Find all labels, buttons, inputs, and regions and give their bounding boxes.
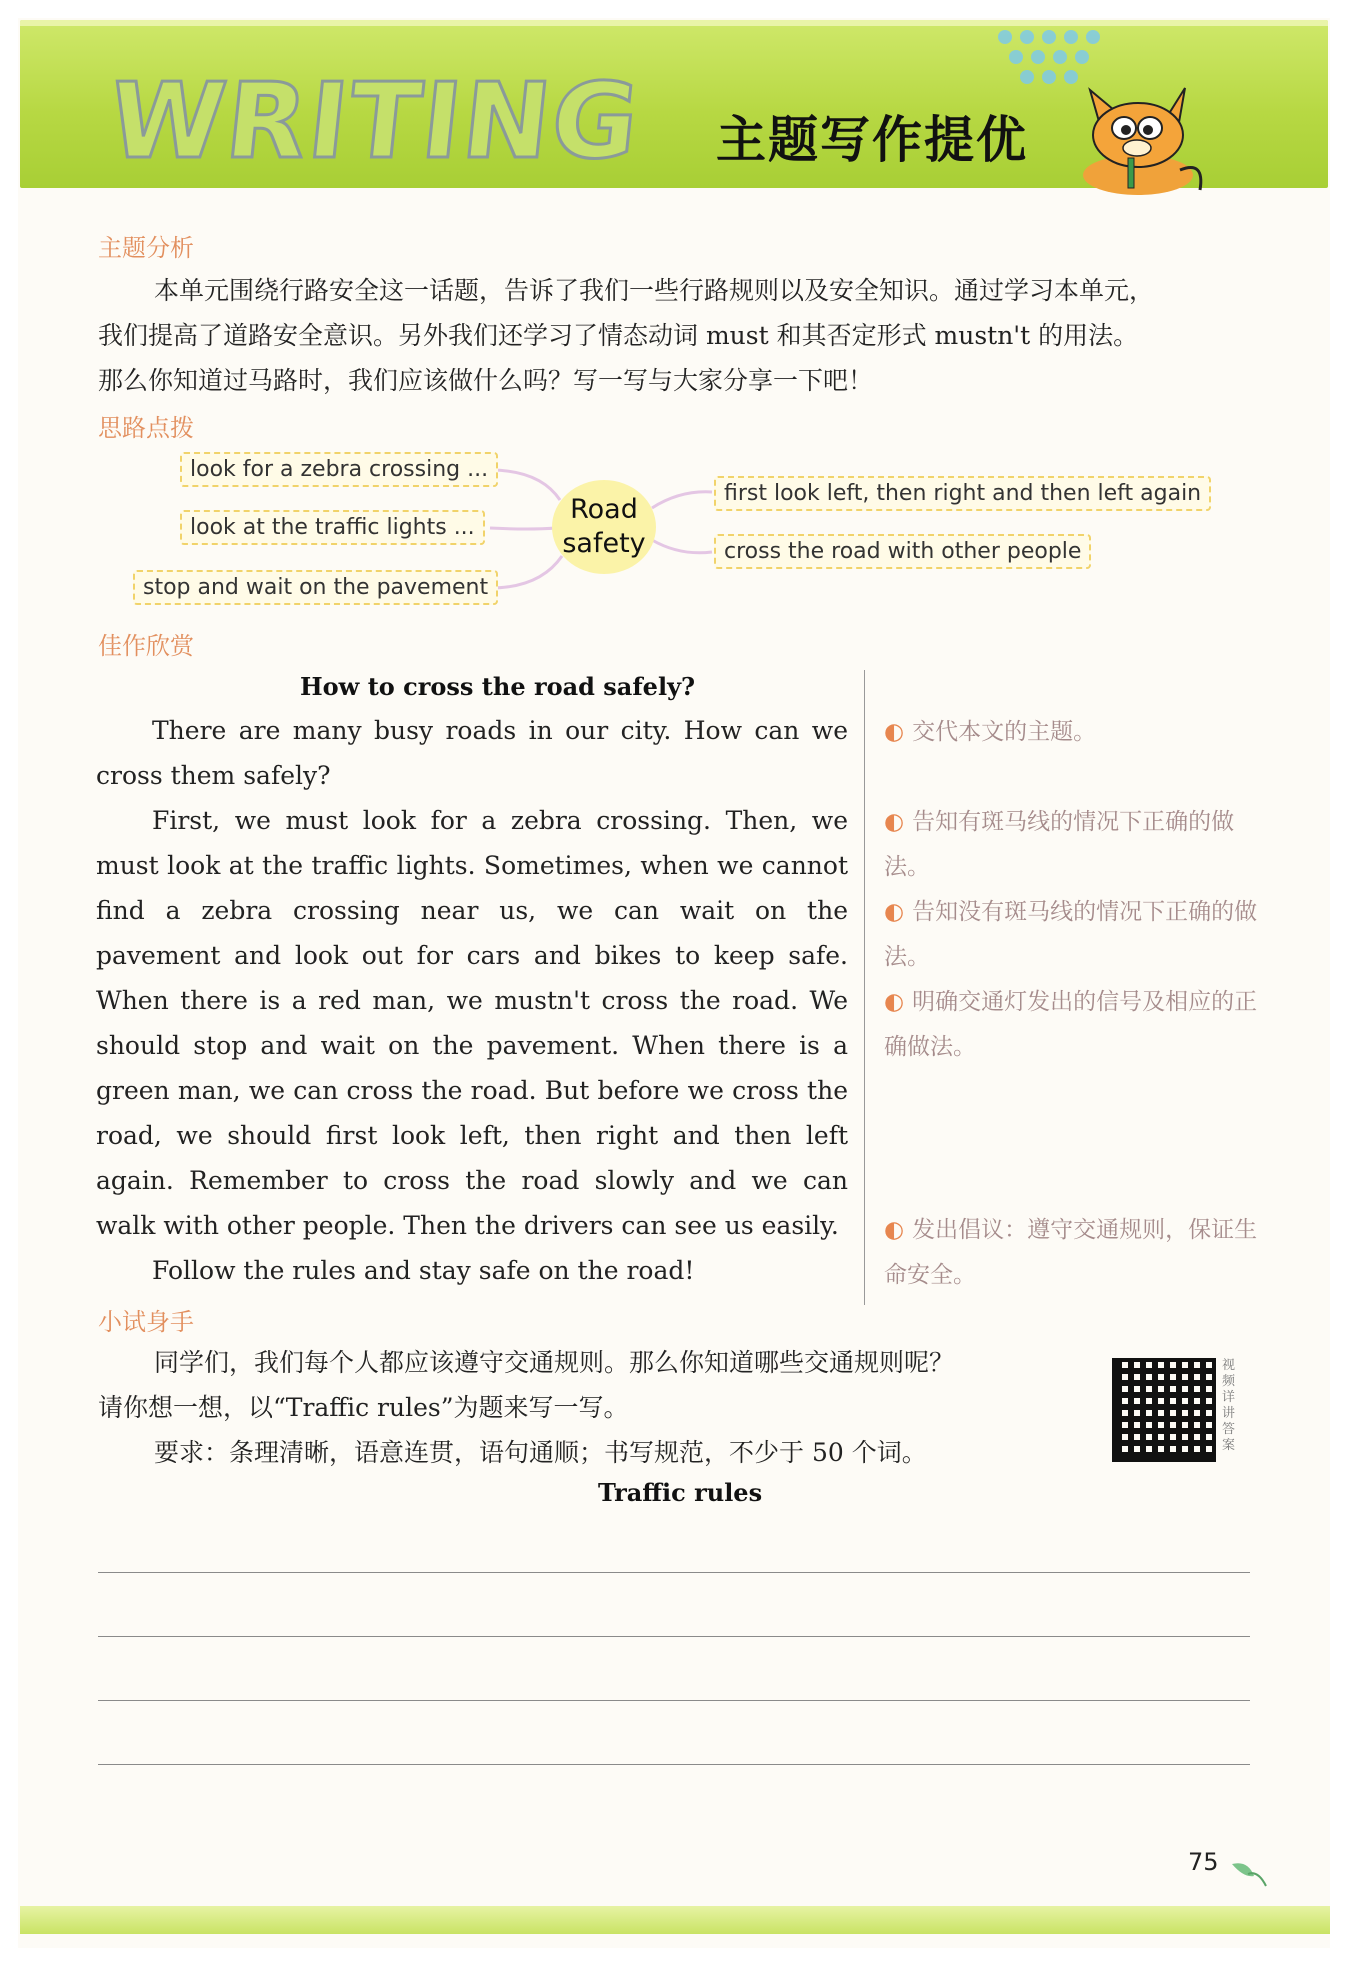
header-stripe — [20, 20, 1328, 26]
qr-code[interactable] — [1112, 1358, 1216, 1462]
section-label-ideas: 思路点拨 — [98, 414, 194, 442]
practice-line: 请你想一想，以“Traffic rules”为题来写一写。 — [98, 1393, 629, 1422]
mindmap-branch: cross the road with other people — [714, 534, 1091, 569]
note-text: 告知没有斑马线的情况下正确的做法。 — [884, 899, 1258, 970]
section-label-analysis: 主题分析 — [98, 234, 194, 262]
note-marker-icon: ◐ — [884, 989, 905, 1015]
note-text: 告知有斑马线的情况下正确的做法。 — [884, 809, 1235, 880]
note-marker-icon: ◐ — [884, 1217, 905, 1243]
mindmap-center — [552, 480, 656, 574]
page-number: 75 — [1188, 1848, 1219, 1876]
note-text: 明确交通灯发出的信号及相应的正确做法。 — [884, 989, 1258, 1060]
essay-paragraph: Follow the rules and stay safe on the road! — [152, 1256, 695, 1285]
mindmap-branch: stop and wait on the pavement — [133, 570, 498, 605]
mindmap-branch: look at the traffic lights ... — [180, 510, 485, 545]
bottom-band — [20, 1906, 1330, 1934]
essay-paragraph: First, we must look for a zebra crossing. Then, we must look at the traffic lights. Sometimes, when we cannot find a zebra crossing near us, we can wait on the pavement and look out for cars and bikes to keep safe. When there is a red man, we mustn't cross the road. We should stop and wait on the pavement. When there is a green man, we can cross the road. But before we cross the road, we should first look left, then right and then left again. Remember to cross the road slowly and we can walk with other people. Then the drivers can see us easily. — [96, 806, 848, 1240]
column-divider — [864, 670, 865, 1305]
note-text: 发出倡议：遵守交通规则，保证生命安全。 — [884, 1217, 1258, 1288]
qr-label: 视频详讲答案 — [1222, 1358, 1236, 1453]
mindmap-center-line: Road — [570, 494, 638, 525]
note-text: 交代本文的主题。 — [912, 719, 1097, 745]
analysis-paragraph — [98, 268, 1258, 403]
practice-title: Traffic rules — [598, 1478, 763, 1507]
writing-line[interactable] — [98, 1700, 1250, 1701]
note-marker-icon: ◐ — [884, 899, 905, 925]
margin-note — [884, 710, 1264, 755]
margin-note — [884, 890, 1264, 980]
leaf-decoration-icon — [1228, 1856, 1268, 1890]
writing-banner-word: WRITING — [103, 60, 646, 182]
writing-line[interactable] — [98, 1572, 1250, 1573]
mindmap-branch: look for a zebra crossing ... — [180, 452, 498, 487]
essay-body — [96, 708, 848, 1293]
essay-paragraph: There are many busy roads in our city. How can we cross them safely? — [96, 716, 848, 790]
margin-note — [884, 1208, 1264, 1298]
analysis-line: 我们提高了道路安全意识。另外我们还学习了情态动词 must 和其否定形式 mustn't 的用法。 — [98, 321, 1139, 350]
writing-line[interactable] — [98, 1764, 1250, 1765]
writing-line[interactable] — [98, 1636, 1250, 1637]
section-label-model: 佳作欣赏 — [98, 632, 194, 660]
note-marker-icon: ◐ — [884, 809, 905, 835]
mindmap-center-line: safety — [562, 528, 646, 559]
cat-mascot-icon — [1060, 80, 1210, 200]
section-label-practice: 小试身手 — [98, 1308, 194, 1336]
practice-line: 要求：条理清晰，语意连贯，语句通顺；书写规范，不少于 50 个词。 — [154, 1438, 927, 1467]
practice-instructions — [98, 1340, 1058, 1475]
essay-title: How to cross the road safely? — [300, 672, 696, 701]
practice-line: 同学们，我们每个人都应该遵守交通规则。那么你知道哪些交通规则呢？ — [154, 1348, 955, 1377]
analysis-line: 本单元围绕行路安全这一话题，告诉了我们一些行路规则以及安全知识。通过学习本单元， — [154, 276, 1155, 305]
mindmap-branch: first look left, then right and then left again — [714, 476, 1211, 511]
note-marker-icon: ◐ — [884, 719, 905, 745]
page-title: 主题写作提优 — [716, 111, 1028, 169]
margin-note — [884, 980, 1264, 1070]
analysis-line: 那么你知道过马路时，我们应该做什么吗？写一写与大家分享一下吧！ — [98, 366, 874, 395]
margin-note — [884, 800, 1264, 890]
